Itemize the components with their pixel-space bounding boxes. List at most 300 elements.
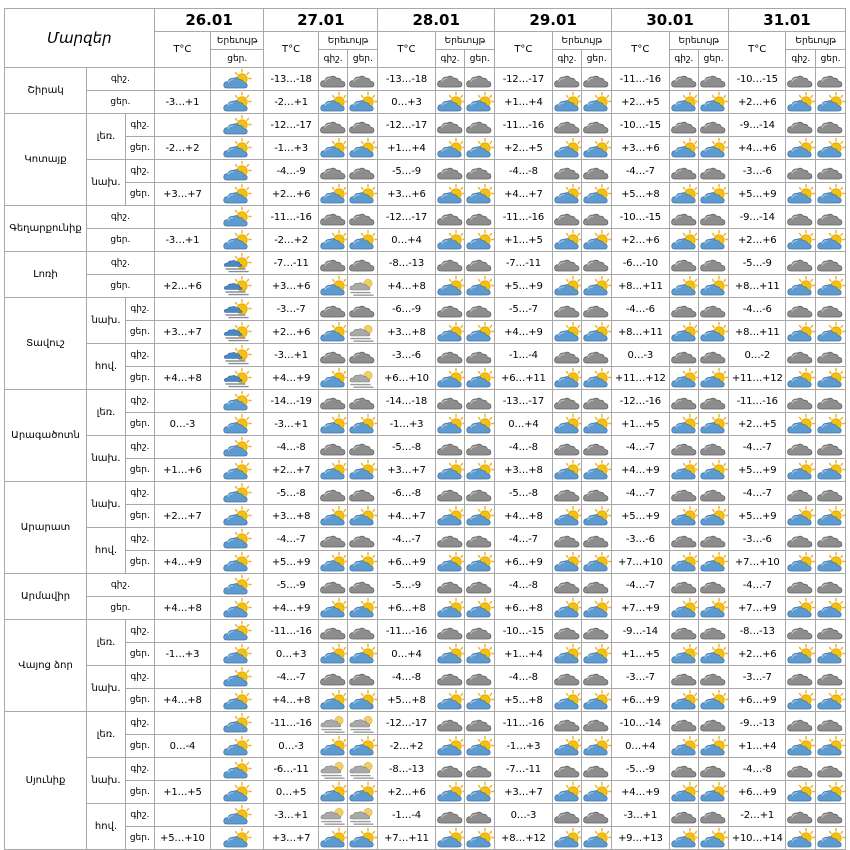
weather-cell	[582, 390, 612, 413]
temperature-cell: +11…+12	[729, 367, 786, 390]
temperature-cell: -11…-16	[729, 390, 786, 413]
weather-cell	[348, 597, 378, 620]
weather-cell	[211, 344, 264, 367]
sun-behind-cloud-icon	[582, 552, 611, 571]
sun-behind-cloud-icon	[582, 828, 611, 847]
temperature-cell: +4…+9	[264, 367, 318, 390]
time-of-day-label: ցեր.	[125, 183, 154, 206]
weather-cell	[465, 390, 495, 413]
zone-label: լեռ.	[87, 114, 126, 160]
temperature-cell: +2…+5	[729, 413, 786, 436]
zone-label: հով.	[87, 804, 126, 850]
sun-behind-cloud-icon	[348, 644, 377, 663]
temperature-cell: -6…-11	[264, 758, 318, 781]
temperature-cell: +2…+6	[378, 781, 435, 804]
weather-cell	[348, 436, 378, 459]
temperature-cell: +6…+8	[378, 597, 435, 620]
sun-behind-cloud-icon	[319, 138, 348, 157]
temperature-cell: -7…-11	[495, 252, 552, 275]
weather-cell	[318, 459, 348, 482]
sun-behind-cloud-icon	[786, 782, 815, 801]
weather-cell	[435, 298, 465, 321]
temperature-cell: +4…+9	[495, 321, 552, 344]
cloud-haze-icon	[319, 713, 348, 732]
sun-behind-cloud-icon	[816, 575, 845, 594]
temperature-cell: -3…-7	[612, 666, 669, 689]
sun-behind-cloud-icon	[553, 322, 582, 341]
sun-behind-cloud-icon	[436, 138, 465, 157]
temperature-cell: -9…-14	[729, 206, 786, 229]
forecast-row	[5, 298, 846, 321]
grey-cloud-icon	[436, 437, 465, 456]
weather-cell	[816, 528, 846, 551]
forecast-row	[5, 68, 846, 91]
weather-cell	[465, 528, 495, 551]
sun-behind-cloud-icon	[816, 138, 845, 157]
sun-behind-cloud-icon	[348, 207, 377, 226]
weather-cell	[348, 183, 378, 206]
weather-cell	[318, 321, 348, 344]
sun-behind-cloud-icon	[816, 828, 845, 847]
weather-cell	[435, 482, 465, 505]
sun-behind-cloud-icon	[465, 322, 494, 341]
temperature-cell: -8…-13	[729, 620, 786, 643]
sun-behind-cloud-icon	[436, 782, 465, 801]
weather-cell	[348, 298, 378, 321]
temperature-cell: +3…+7	[264, 827, 318, 850]
temperature-cell: -13…-18	[264, 68, 318, 91]
grey-cloud-icon	[319, 115, 348, 134]
region-name: Վայոց ձոր	[5, 620, 87, 712]
time-of-day-label: գիշ.	[125, 666, 154, 689]
grey-cloud-icon	[553, 299, 582, 318]
weather-cell	[669, 643, 699, 666]
sun-behind-cloud-icon	[699, 667, 728, 686]
weather-cell	[435, 275, 465, 298]
weather-cell	[669, 229, 699, 252]
header-day: ցեր.	[699, 50, 729, 68]
sun-behind-cloud-icon	[699, 598, 728, 617]
weather-cell	[211, 574, 264, 597]
zone-label: լեռ.	[87, 712, 126, 758]
sun-behind-cloud-icon	[582, 736, 611, 755]
sun-behind-cloud-icon	[816, 115, 845, 134]
weather-cell	[552, 689, 582, 712]
weather-cell	[211, 597, 264, 620]
temperature-cell	[154, 206, 210, 229]
sun-behind-cloud-icon	[222, 69, 252, 88]
weather-cell	[211, 735, 264, 758]
sun-behind-cloud-icon	[553, 828, 582, 847]
weather-cell	[465, 597, 495, 620]
sun-behind-cloud-icon	[582, 759, 611, 778]
sun-behind-cloud-icon	[699, 115, 728, 134]
temperature-cell: +2…+6	[729, 643, 786, 666]
time-of-day-label: գիշ.	[87, 206, 155, 229]
weather-cell	[318, 643, 348, 666]
sun-behind-cloud-icon	[699, 161, 728, 180]
sun-behind-cloud-icon	[465, 506, 494, 525]
sun-behind-cloud-icon	[465, 345, 494, 364]
sun-behind-cloud-icon	[348, 253, 377, 272]
sun-behind-cloud-icon	[319, 644, 348, 663]
grey-cloud-icon	[553, 713, 582, 732]
weather-cell	[816, 137, 846, 160]
sun-behind-cloud-icon	[465, 184, 494, 203]
weather-cell	[816, 68, 846, 91]
sun-behind-cloud-icon	[348, 345, 377, 364]
sun-behind-cloud-icon	[553, 506, 582, 525]
header-temp: T°C	[378, 32, 435, 68]
sun-behind-cloud-icon	[222, 161, 252, 180]
sun-behind-cloud-icon	[436, 322, 465, 341]
sun-behind-cloud-icon	[699, 391, 728, 410]
temperature-cell: -10…-15	[612, 206, 669, 229]
weather-cell	[786, 505, 816, 528]
weather-cell	[816, 229, 846, 252]
temperature-cell: -9…-13	[729, 712, 786, 735]
time-of-day-label: ցեր.	[125, 643, 154, 666]
temperature-cell: +1…+5	[612, 643, 669, 666]
sun-behind-cloud-icon	[348, 759, 377, 778]
weather-cell	[552, 758, 582, 781]
weather-cell	[816, 183, 846, 206]
weather-cell	[435, 206, 465, 229]
sun-behind-cloud-icon	[436, 736, 465, 755]
grey-cloud-icon	[786, 391, 815, 410]
sun-behind-cloud-icon	[465, 391, 494, 410]
weather-cell	[211, 298, 264, 321]
weather-cell	[582, 528, 612, 551]
grey-cloud-icon	[786, 713, 815, 732]
header-night: գիշ.	[552, 50, 582, 68]
weather-cell	[211, 206, 264, 229]
sun-behind-cloud-icon	[465, 115, 494, 134]
header-temp: T°C	[495, 32, 552, 68]
time-of-day-label: գիշ.	[125, 114, 154, 137]
sun-behind-cloud-icon	[582, 92, 611, 111]
weather-cell	[465, 643, 495, 666]
temperature-cell: -4…-7	[378, 528, 435, 551]
weather-cell	[582, 827, 612, 850]
weather-cell	[318, 735, 348, 758]
weather-cell	[786, 620, 816, 643]
temperature-cell: 0…+3	[264, 643, 318, 666]
header-phenomenon: Երեւույթ	[786, 32, 846, 50]
weather-cell	[211, 459, 264, 482]
sun-behind-cloud-icon	[348, 69, 377, 88]
weather-cell	[816, 91, 846, 114]
weather-cell	[465, 68, 495, 91]
forecast-row	[5, 804, 846, 827]
time-of-day-label: ցեր.	[125, 735, 154, 758]
sun-behind-cloud-icon	[348, 782, 377, 801]
weather-cell	[582, 91, 612, 114]
sun-behind-cloud-icon	[222, 184, 252, 203]
sun-behind-cloud-icon	[699, 690, 728, 709]
weather-cell	[699, 666, 729, 689]
sun-behind-cloud-icon	[319, 782, 348, 801]
temperature-cell	[154, 666, 210, 689]
weather-cell	[552, 91, 582, 114]
grey-cloud-icon	[319, 161, 348, 180]
temperature-cell: +5…+9	[612, 505, 669, 528]
header-night: գիշ.	[786, 50, 816, 68]
weather-cell	[348, 482, 378, 505]
grey-cloud-icon	[786, 759, 815, 778]
sun-behind-cloud-icon	[222, 460, 252, 479]
temperature-cell: +8…+12	[495, 827, 552, 850]
sun-behind-cloud-icon	[222, 759, 252, 778]
sun-behind-cloud-icon	[786, 598, 815, 617]
weather-cell	[699, 68, 729, 91]
sun-behind-cloud-icon	[816, 368, 845, 387]
temperature-cell: +2…+6	[729, 229, 786, 252]
sun-behind-cloud-icon	[222, 529, 252, 548]
weather-cell	[669, 321, 699, 344]
temperature-cell: 0…+4	[378, 643, 435, 666]
weather-cell	[786, 551, 816, 574]
weather-cell	[465, 298, 495, 321]
grey-cloud-icon	[436, 759, 465, 778]
header-temp: T°C	[264, 32, 318, 68]
weather-cell	[552, 68, 582, 91]
weather-cell	[348, 252, 378, 275]
sun-behind-cloud-icon	[465, 713, 494, 732]
weather-cell	[669, 206, 699, 229]
grey-cloud-icon	[670, 621, 699, 640]
sun-behind-cloud-icon	[465, 690, 494, 709]
weather-cell	[348, 68, 378, 91]
weather-cell	[318, 827, 348, 850]
zone-label: լեռ.	[87, 620, 126, 666]
sun-behind-cloud-icon	[699, 828, 728, 847]
weather-cell	[699, 344, 729, 367]
weather-cell	[211, 252, 264, 275]
weather-cell	[786, 275, 816, 298]
header-date: 28.01	[378, 9, 495, 32]
temperature-cell: +6…+9	[729, 689, 786, 712]
weather-cell	[318, 551, 348, 574]
weather-cell	[435, 666, 465, 689]
weather-cell	[669, 666, 699, 689]
sun-behind-cloud-icon	[553, 460, 582, 479]
weather-cell	[465, 436, 495, 459]
temperature-cell: +7…+9	[729, 597, 786, 620]
temperature-cell	[154, 574, 210, 597]
header-day: ցեր.	[582, 50, 612, 68]
forecast-row	[5, 91, 846, 114]
sun-behind-cloud-icon	[348, 437, 377, 456]
temperature-cell: -2…+2	[154, 137, 210, 160]
sun-behind-cloud-icon	[553, 598, 582, 617]
temperature-cell: -3…-7	[264, 298, 318, 321]
temperature-cell: +2…+6	[612, 229, 669, 252]
sun-behind-cloud-icon	[222, 736, 252, 755]
sun-behind-cloud-icon	[222, 644, 252, 663]
forecast-row	[5, 505, 846, 528]
forecast-row	[5, 712, 846, 735]
sun-behind-cloud-icon	[348, 161, 377, 180]
weather-cell	[318, 390, 348, 413]
sun-behind-cloud-icon	[816, 69, 845, 88]
region-name: Շիրակ	[5, 68, 87, 114]
weather-cell	[435, 689, 465, 712]
weather-cell	[435, 827, 465, 850]
weather-cell	[211, 91, 264, 114]
sun-behind-cloud-icon	[816, 345, 845, 364]
temperature-cell: +4…+8	[378, 275, 435, 298]
weather-cell	[786, 390, 816, 413]
weather-cell	[816, 781, 846, 804]
time-of-day-label: գիշ.	[125, 160, 154, 183]
temperature-cell: -3…-6	[612, 528, 669, 551]
sun-behind-cloud-icon	[582, 460, 611, 479]
weather-cell	[318, 620, 348, 643]
sun-behind-cloud-icon	[582, 230, 611, 249]
temperature-cell: -4…-7	[729, 436, 786, 459]
weather-cell	[816, 482, 846, 505]
sun-behind-cloud-icon	[222, 782, 252, 801]
weather-cell	[348, 643, 378, 666]
sun-behind-cloud-icon	[699, 368, 728, 387]
sun-behind-cloud-icon	[436, 184, 465, 203]
forecast-body	[5, 68, 846, 850]
weather-cell	[582, 321, 612, 344]
cloud-haze-icon	[319, 276, 348, 295]
sun-behind-cloud-icon	[816, 759, 845, 778]
sun-behind-cloud-icon	[786, 736, 815, 755]
temperature-cell: +9…+13	[612, 827, 669, 850]
weather-cell	[348, 459, 378, 482]
sun-behind-cloud-icon	[348, 598, 377, 617]
zone-label: նախ.	[87, 160, 126, 206]
grey-cloud-icon	[436, 253, 465, 272]
temperature-cell: -4…-7	[264, 528, 318, 551]
weather-cell	[669, 114, 699, 137]
sun-behind-cloud-icon	[222, 713, 252, 732]
sun-behind-cloud-icon	[582, 391, 611, 410]
weather-cell	[582, 344, 612, 367]
temperature-cell: -2…+2	[264, 229, 318, 252]
sun-behind-cloud-icon	[670, 230, 699, 249]
weather-cell	[786, 528, 816, 551]
weather-cell	[552, 137, 582, 160]
weather-cell	[816, 114, 846, 137]
temperature-cell: +1…+6	[154, 459, 210, 482]
sun-behind-cloud-icon	[786, 828, 815, 847]
sun-behind-cloud-icon	[348, 92, 377, 111]
sun-behind-cloud-icon	[786, 644, 815, 663]
weather-cell	[435, 459, 465, 482]
temperature-cell	[154, 252, 210, 275]
temperature-cell	[154, 804, 210, 827]
grey-cloud-icon	[553, 805, 582, 824]
header-phenomenon: Երեւույթ	[318, 32, 378, 50]
weather-cell	[211, 689, 264, 712]
temperature-cell: +4…+6	[729, 137, 786, 160]
temperature-cell: -4…-8	[495, 160, 552, 183]
sun-behind-cloud-icon	[670, 138, 699, 157]
weather-cell	[318, 183, 348, 206]
temperature-cell: 0…-3	[612, 344, 669, 367]
sun-behind-cloud-icon	[319, 184, 348, 203]
weather-cell	[816, 252, 846, 275]
grey-cloud-icon	[553, 345, 582, 364]
temperature-cell: +2…+6	[154, 275, 210, 298]
zone-label: նախ.	[87, 758, 126, 804]
sun-behind-cloud-icon	[348, 460, 377, 479]
weather-cell	[348, 137, 378, 160]
weather-cell	[465, 229, 495, 252]
temperature-cell: +5…+9	[495, 275, 552, 298]
weather-cell	[816, 735, 846, 758]
weather-cell	[211, 666, 264, 689]
sun-behind-cloud-icon	[553, 552, 582, 571]
sun-behind-cloud-icon	[553, 276, 582, 295]
sun-behind-cloud-icon	[816, 621, 845, 640]
weather-cell	[786, 735, 816, 758]
grey-cloud-icon	[670, 115, 699, 134]
forecast-row	[5, 574, 846, 597]
header-phenomenon: Երեւույթ	[211, 32, 264, 50]
temperature-cell	[154, 436, 210, 459]
grey-cloud-icon	[553, 391, 582, 410]
weather-cell	[669, 298, 699, 321]
sun-haze-cloud-icon	[222, 345, 252, 364]
sun-behind-cloud-icon	[465, 437, 494, 456]
weather-cell	[552, 666, 582, 689]
sun-behind-cloud-icon	[786, 230, 815, 249]
sun-behind-cloud-icon	[348, 552, 377, 571]
temperature-cell: -11…-16	[495, 712, 552, 735]
weather-cell	[348, 551, 378, 574]
grey-cloud-icon	[553, 207, 582, 226]
sun-behind-cloud-icon	[670, 414, 699, 433]
temperature-cell: -11…-16	[495, 114, 552, 137]
weather-cell	[348, 367, 378, 390]
temperature-cell: -4…-8	[495, 666, 552, 689]
zone-label: նախ.	[87, 482, 126, 528]
temperature-cell: -5…-9	[612, 758, 669, 781]
temperature-cell: -4…-8	[378, 666, 435, 689]
time-of-day-label: ցեր.	[87, 275, 155, 298]
sun-behind-cloud-icon	[699, 575, 728, 594]
weather-cell	[816, 597, 846, 620]
sun-behind-cloud-icon	[670, 782, 699, 801]
weather-cell	[786, 298, 816, 321]
sun-behind-cloud-icon	[465, 460, 494, 479]
weather-cell	[582, 597, 612, 620]
weather-cell	[786, 252, 816, 275]
zone-label: նախ.	[87, 298, 126, 344]
weather-cell	[552, 643, 582, 666]
grey-cloud-icon	[786, 345, 815, 364]
weather-cell	[552, 413, 582, 436]
weather-cell	[435, 620, 465, 643]
temperature-cell: -4…-7	[729, 574, 786, 597]
weather-cell	[699, 620, 729, 643]
weather-cell	[552, 252, 582, 275]
temperature-cell: -12…-16	[612, 390, 669, 413]
grey-cloud-icon	[786, 805, 815, 824]
grey-cloud-icon	[436, 529, 465, 548]
weather-cell	[465, 505, 495, 528]
temperature-cell: -10…-15	[729, 68, 786, 91]
grey-cloud-icon	[436, 207, 465, 226]
weather-cell	[318, 482, 348, 505]
weather-cell	[465, 114, 495, 137]
